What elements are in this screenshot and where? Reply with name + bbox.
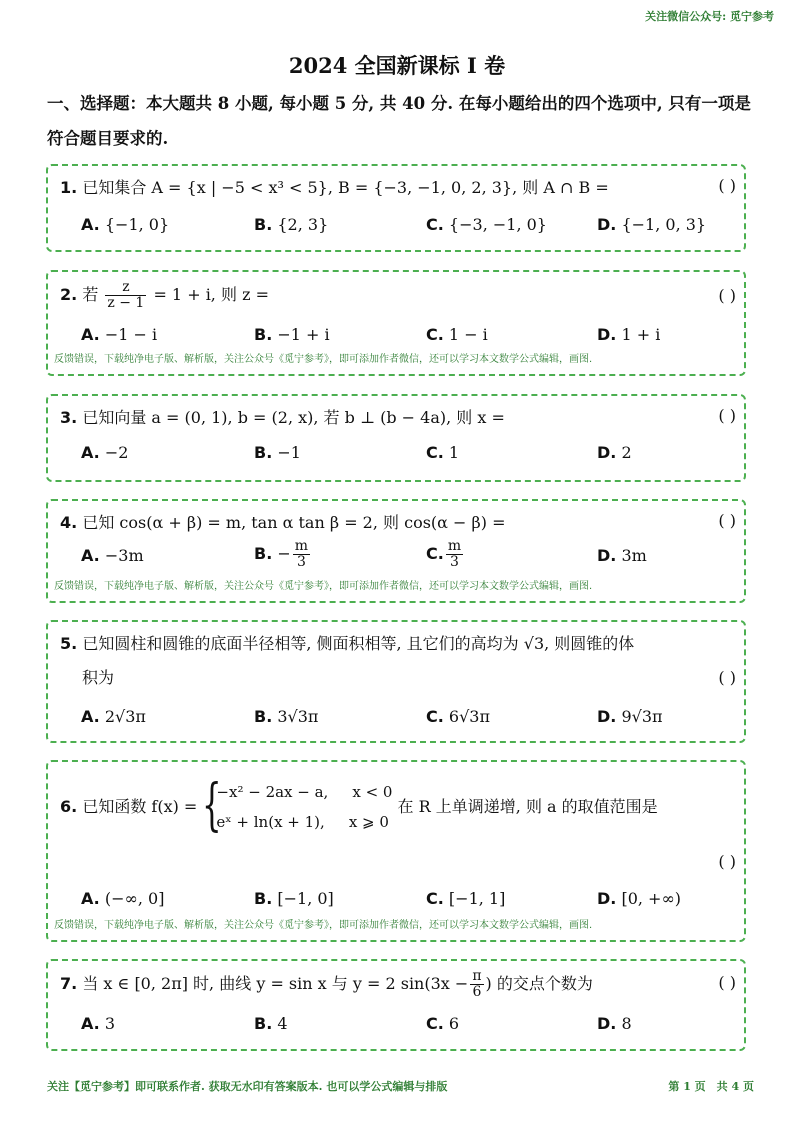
header-note: 关注微信公众号: 觅宁参考 bbox=[645, 10, 774, 23]
question-box-7 bbox=[46, 959, 746, 1051]
option-b: B. 4 bbox=[254, 1014, 288, 1033]
question-stem bbox=[60, 176, 732, 200]
option-b: B. − $\frac{m}{3}$ bbox=[254, 538, 309, 570]
question-number: 5. bbox=[60, 634, 78, 653]
option-d: D. [0, +∞) bbox=[597, 889, 682, 908]
option-d: D. 3m bbox=[597, 546, 647, 565]
option-c: C. 6 bbox=[426, 1014, 460, 1033]
option-a: A. −3m bbox=[81, 546, 144, 565]
question-box-4 bbox=[46, 499, 746, 603]
question-text: 已知集合 A = {x | −5 < x³ < 5}, B = {−3, −1, 0, 2, 3}, 则 A ∩ B = bbox=[82, 178, 609, 197]
question-box-3 bbox=[46, 394, 746, 482]
option-a: A. −2 bbox=[81, 443, 129, 462]
answer-paren: ( ) bbox=[718, 406, 736, 425]
option-c: C. $\frac{m}{3}$ bbox=[426, 538, 462, 570]
ad-note: 反馈错误，下载纯净电子版、解析版，关注公众号《觅宁参考》，即可添加作者微信，还可以学习本文数学公式编辑，画图. bbox=[54, 354, 593, 365]
option-a: A. (−∞, 0] bbox=[81, 889, 165, 908]
page-title: 2024 全国新课标 I 卷 bbox=[288, 53, 506, 78]
option-d: D. 8 bbox=[597, 1014, 632, 1033]
ad-note: 反馈错误，下载纯净电子版、解析版，关注公众号《觅宁参考》，即可添加作者微信，还可以学习本文数学公式编辑，画图. bbox=[54, 581, 593, 592]
question-number: 1. bbox=[60, 178, 78, 197]
question-stem: 6. 已知函数 f(x) = { −x² − 2ax − a, x < 0 eˣ + ln(x + 1), x ⩾ 0 在 R 上单调递增, 则 a 的取值范围是 bbox=[60, 772, 658, 838]
page-number: 第 1 页 共 4 页 bbox=[668, 1080, 754, 1093]
option-a: A. −1 − i bbox=[81, 325, 158, 344]
answer-paren: ( ) bbox=[718, 852, 736, 871]
option-a: A. 2√3π bbox=[81, 707, 146, 726]
option-a: A. {−1, 0} bbox=[81, 215, 170, 234]
answer-paren: ( ) bbox=[718, 286, 736, 305]
option-d: D. 9√3π bbox=[597, 707, 663, 726]
question-box-5 bbox=[46, 620, 746, 743]
section-heading: 一、选择题：本大题共 8 小题, 每小题 5 分, 共 40 分. 在每小题给出的四个选项中, 只有一项是符合题目要求的. bbox=[47, 94, 751, 148]
answer-paren: ( ) bbox=[718, 973, 736, 992]
question-stem: 2. 若 $\frac{z}{z - 1}$ = 1 + i, 则 z = bbox=[60, 279, 269, 311]
option-d: D. {−1, 0, 3} bbox=[597, 215, 707, 234]
option-c: C. 1 bbox=[426, 443, 460, 462]
fraction: $\frac{\pi}{6}$ bbox=[472, 968, 482, 1000]
ad-note: 反馈错误，下载纯净电子版、解析版，关注公众号《觅宁参考》，即可添加作者微信，还可以学习本文数学公式编辑，画图. bbox=[54, 920, 593, 931]
answer-paren: ( ) bbox=[718, 668, 736, 687]
question-stem-continued: 积为 bbox=[82, 668, 115, 687]
option-a: A. 3 bbox=[81, 1014, 116, 1033]
option-b: B. 3√3π bbox=[254, 707, 319, 726]
option-d: D. 1 + i bbox=[597, 325, 661, 344]
option-d: D. 2 bbox=[597, 443, 632, 462]
page-footer bbox=[47, 1078, 754, 1094]
question-stem: 4. 已知 cos(α + β) = m, tan α tan β = 2, 则 cos(α − β) = bbox=[60, 513, 506, 532]
option-b: B. [−1, 0] bbox=[254, 889, 334, 908]
option-c: C. 1 − i bbox=[426, 325, 488, 344]
question-number: 4. bbox=[60, 513, 78, 532]
footer-note: 关注【觅宁参考】即可联系作者. 获取无水印有答案版本. 也可以学公式编辑与排版 bbox=[47, 1080, 448, 1093]
answer-paren: ( ) bbox=[718, 176, 736, 195]
option-c: C. 6√3π bbox=[426, 707, 490, 726]
answer-paren: ( ) bbox=[718, 511, 736, 530]
question-stem: 7. 当 x ∈ [0, 2π] 时, 曲线 y = sin x 与 y = 2 sin(3x − $\frac{\pi}{6}$ ) 的交点个数为 bbox=[60, 968, 593, 1000]
question-box-6 bbox=[46, 760, 746, 942]
question-number: 7. bbox=[60, 974, 78, 993]
question-number: 6. bbox=[60, 797, 78, 816]
option-c: C. [−1, 1] bbox=[426, 889, 506, 908]
piecewise-function: { −x² − 2ax − a, x < 0 eˣ + ln(x + 1), x ⩾ 0 bbox=[202, 772, 393, 838]
question-stem: 5. 已知圆柱和圆锥的底面半径相等, 侧面积相等, 且它们的高均为 √3, 则圆锥的体 bbox=[60, 634, 635, 653]
option-c: C. {−3, −1, 0} bbox=[426, 215, 547, 234]
question-box-2 bbox=[46, 270, 746, 376]
question-box-1 bbox=[46, 164, 746, 252]
question-number: 3. bbox=[60, 408, 78, 427]
question-number: 2. bbox=[60, 285, 78, 304]
option-b: B. {2, 3} bbox=[254, 215, 329, 234]
question-stem: 3. 已知向量 a = (0, 1), b = (2, x), 若 b ⊥ (b − 4a), 则 x = bbox=[60, 408, 505, 427]
option-b: B. −1 bbox=[254, 443, 301, 462]
fraction: $\frac{z}{z - 1}$ bbox=[107, 279, 145, 311]
option-b: B. −1 + i bbox=[254, 325, 330, 344]
